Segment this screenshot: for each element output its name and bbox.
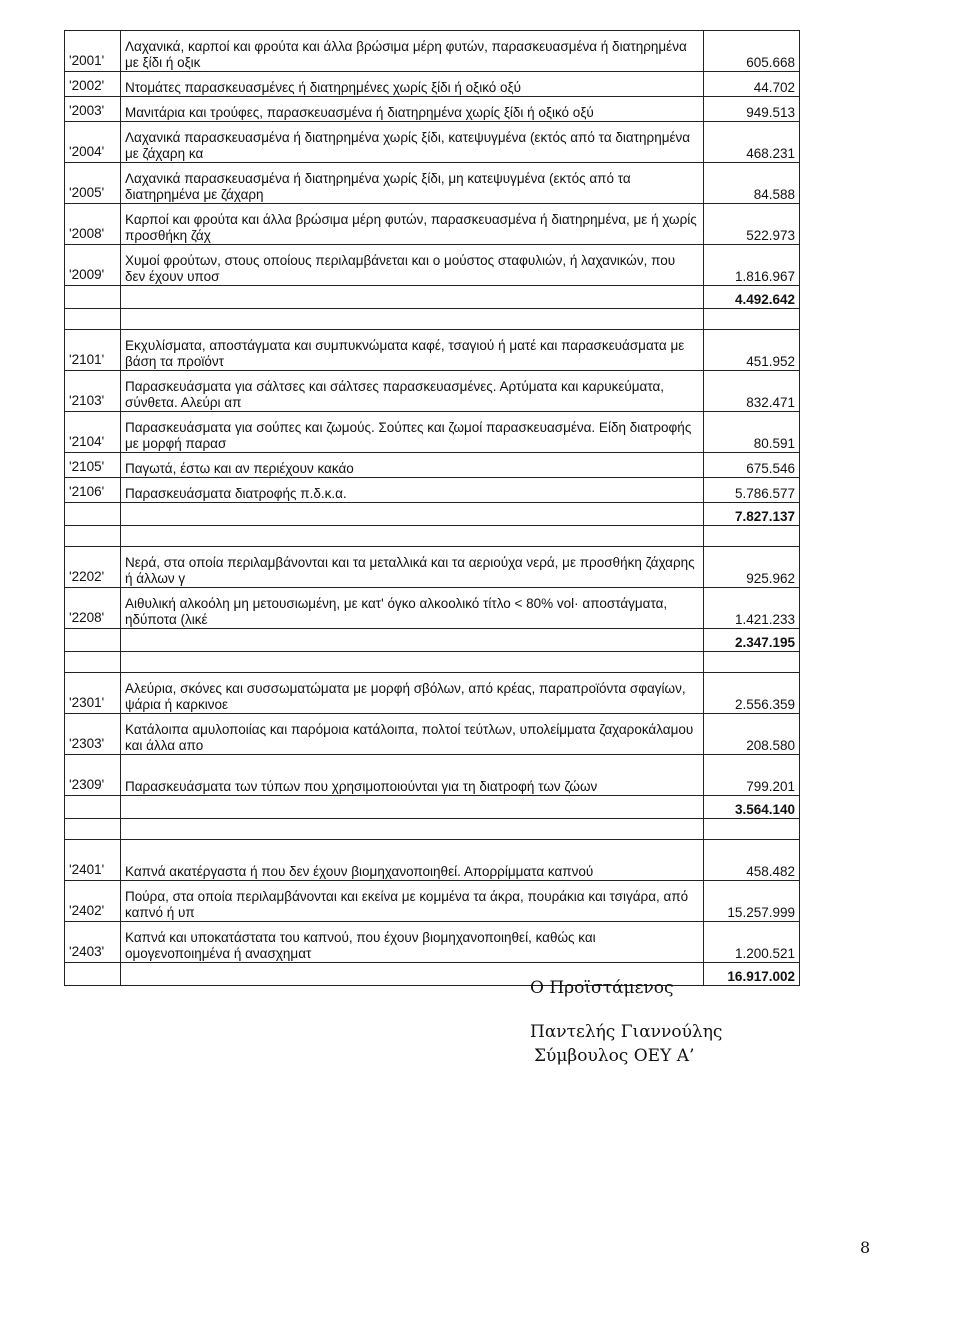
value-cell: 5.786.577 [704,478,800,503]
group-total: 7.827.137 [704,503,800,526]
table-row [65,163,800,204]
table-row [65,371,800,412]
description-cell: Κατάλοιπα αμυλοποιίας και παρόμοια κατάλοιπα, πολτοί τεύτλων, υπολείμματα ζαχαροκάλαμου και άλλα απο [121,714,704,755]
value-cell: 522.973 [704,204,800,245]
description-cell: Πούρα, στα οποία περιλαμβάνονται και εκείνα με κομμένα τα άκρα, πουράκια και τσιγάρα, από καπνό ή υπ [121,881,704,922]
description-cell: Καπνά ακατέργαστα ή που δεν έχουν βιομηχανοποιηθεί. Απορρίμματα καπνού [121,840,704,881]
total-row [65,629,800,652]
description-cell: Λαχανικά παρασκευασμένα ή διατηρημένα χωρίς ξίδι, κατεψυγμένα (εκτός από τα διατηρημένα με ζάχαρη κα [121,122,704,163]
value-cell: 44.702 [704,72,800,97]
code-cell: '2105' [65,453,121,478]
empty-cell [65,963,121,986]
table-row [65,245,800,286]
empty-cell [121,286,704,309]
total-row [65,503,800,526]
empty-cell [121,309,704,330]
empty-cell [121,503,704,526]
signature-title: Ο Προϊστάμενος [530,978,674,998]
description-cell: Παρασκευάσματα διατροφής π.δ.κ.α. [121,478,704,503]
code-cell: '2403' [65,922,121,963]
description-cell: Μανιτάρια και τρούφες, παρασκευασμένα ή διατηρημένα χωρίς ξίδι ή οξικό οξύ [121,97,704,122]
value-cell: 2.556.359 [704,673,800,714]
code-cell: '2106' [65,478,121,503]
code-cell: '2208' [65,588,121,629]
table-row [65,478,800,503]
page-number: 8 [860,1238,871,1257]
empty-cell [704,652,800,673]
code-cell: '2301' [65,673,121,714]
empty-cell [121,629,704,652]
value-cell: 832.471 [704,371,800,412]
spacer-row [65,309,800,330]
code-cell: '2303' [65,714,121,755]
code-cell: '2004' [65,122,121,163]
table-row [65,588,800,629]
empty-cell [65,796,121,819]
group-total: 2.347.195 [704,629,800,652]
total-row [65,963,800,986]
exports-table [64,30,800,986]
value-cell: 925.962 [704,547,800,588]
description-cell: Εκχυλίσματα, αποστάγματα και συμπυκνώματα καφέ, τσαγιού ή ματέ και παρασκευάσματα με βάση τα προϊόντ [121,330,704,371]
code-cell: '2103' [65,371,121,412]
code-cell: '2309' [65,755,121,796]
description-cell: Καπνά και υποκατάστατα του καπνού, που έχουν βιομηχανοποιηθεί, καθώς και ομογενοποιημένα ή ανασχηματ [121,922,704,963]
value-cell: 1.816.967 [704,245,800,286]
value-cell: 1.200.521 [704,922,800,963]
code-cell: '2104' [65,412,121,453]
code-cell: '2101' [65,330,121,371]
signature-role: Σύμβουλος ΟΕΥ Α’ [534,1046,695,1066]
empty-cell [704,526,800,547]
group-total: 16.917.002 [704,963,800,986]
table-row [65,31,800,72]
empty-cell [65,286,121,309]
spacer-row [65,652,800,673]
value-cell: 451.952 [704,330,800,371]
code-cell: '2002' [65,72,121,97]
table-row [65,673,800,714]
empty-cell [121,819,704,840]
total-row [65,796,800,819]
empty-cell [704,309,800,330]
code-cell: '2003' [65,97,121,122]
empty-cell [121,796,704,819]
description-cell: Χυμοί φρούτων, στους οποίους περιλαμβάνεται και ο μούστος σταφυλιών, ή λαχανικών, που δεν έχουν υποσ [121,245,704,286]
table-row [65,122,800,163]
group-total: 4.492.642 [704,286,800,309]
empty-cell [65,652,121,673]
table-row [65,453,800,478]
empty-cell [121,526,704,547]
table-row [65,755,800,796]
empty-cell [65,629,121,652]
value-cell: 208.580 [704,714,800,755]
code-cell: '2401' [65,840,121,881]
description-cell: Καρποί και φρούτα και άλλα βρώσιμα μέρη φυτών, παρασκευασμένα ή διατηρημένα, με ή χωρίς προσθήκη ζάχ [121,204,704,245]
value-cell: 80.591 [704,412,800,453]
table-row [65,840,800,881]
table-row [65,881,800,922]
description-cell: Ντομάτες παρασκευασμένες ή διατηρημένες χωρίς ξίδι ή οξικό οξύ [121,72,704,97]
code-cell: '2008' [65,204,121,245]
description-cell: Παρασκευάσματα για σάλτσες και σάλτσες παρασκευασμένες. Αρτύματα και καρυκεύματα, σύνθετα. Αλεύρι απ [121,371,704,412]
code-cell: '2009' [65,245,121,286]
table-row [65,547,800,588]
empty-cell [65,309,121,330]
value-cell: 15.257.999 [704,881,800,922]
value-cell: 949.513 [704,97,800,122]
empty-cell [121,652,704,673]
table-row [65,204,800,245]
code-cell: '2402' [65,881,121,922]
code-cell: '2005' [65,163,121,204]
empty-cell [704,819,800,840]
value-cell: 605.668 [704,31,800,72]
description-cell: Λαχανικά παρασκευασμένα ή διατηρημένα χωρίς ξίδι, μη κατεψυγμένα (εκτός από τα διατηρημένα με ζάχαρη [121,163,704,204]
table-row [65,330,800,371]
value-cell: 84.588 [704,163,800,204]
spacer-row [65,526,800,547]
description-cell: Αιθυλική αλκοόλη μη μετουσιωμένη, με κατ' όγκο αλκοολικό τίτλο < 80% vol· αποστάγματα, ηδύποτα (λικέ [121,588,704,629]
description-cell: Παγωτά, έστω και αν περιέχουν κακάο [121,453,704,478]
table-row [65,72,800,97]
empty-cell [65,819,121,840]
code-cell: '2202' [65,547,121,588]
group-total: 3.564.140 [704,796,800,819]
description-cell: Παρασκευάσματα για σούπες και ζωμούς. Σούπες και ζωμοί παρασκευασμένα. Είδη διατροφής με μορφή παρασ [121,412,704,453]
value-cell: 468.231 [704,122,800,163]
value-cell: 1.421.233 [704,588,800,629]
empty-cell [65,526,121,547]
value-cell: 799.201 [704,755,800,796]
total-row [65,286,800,309]
description-cell: Λαχανικά, καρποί και φρούτα και άλλα βρώσιμα μέρη φυτών, παρασκευασμένα ή διατηρημένα με ξίδι ή οξικ [121,31,704,72]
table-row [65,412,800,453]
signature-name: Παντελής Γιαννούλης [530,1022,723,1042]
table-row [65,714,800,755]
table-row [65,922,800,963]
description-cell: Παρασκευάσματα των τύπων που χρησιμοποιούνται για τη διατροφή των ζώων [121,755,704,796]
spacer-row [65,819,800,840]
description-cell: Νερά, στα οποία περιλαμβάνονται και τα μεταλλικά και τα αεριούχα νερά, με προσθήκη ζάχαρης ή άλλων γ [121,547,704,588]
description-cell: Αλεύρια, σκόνες και συσσωματώματα με μορφή σβόλων, από κρέας, παραπροϊόντα σφαγίων, ψάρια ή καρκινοε [121,673,704,714]
value-cell: 458.482 [704,840,800,881]
code-cell: '2001' [65,31,121,72]
value-cell: 675.546 [704,453,800,478]
table-row [65,97,800,122]
empty-cell [65,503,121,526]
